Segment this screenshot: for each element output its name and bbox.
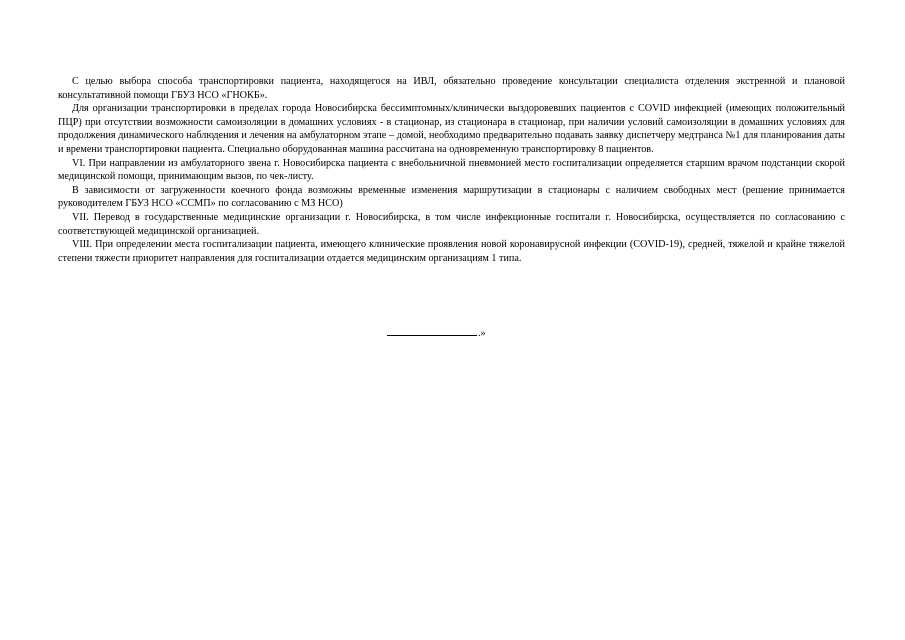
closing-quote-mark: .» [478, 328, 486, 339]
paragraph-section-vi: VI. При направлении из амбулаторного звена г. Новосибирска пациента с внебольничной пневмонией место госпитализации определяется старшим врачом подстанции скорой медицинской помощи, принимающим вызов, по чек-листу. [58, 157, 845, 183]
separator-line [387, 326, 477, 336]
closing-separator [387, 326, 486, 341]
paragraph-section-vii: VII. Перевод в государственные медицинские организации г. Новосибирска, в том числе инфекционные госпитали г. Новосибирска, осуществляется по согласованию с соответствующей медицинской организацией. [58, 211, 845, 237]
paragraph-section-viii: VIII. При определении места госпитализации пациента, имеющего клинические проявления новой коронавирусной инфекции (COVID-19), средней, тяжелой и крайне тяжелой степени тяжести приоритет направления для госпитализации отдается медицинским организациям 1 типа. [58, 239, 845, 264]
paragraph-ivl-consultation: С целью выбора способа транспортировки пациента, находящегося на ИВЛ, обязательно проведение консультации специалиста отделения экстренной и плановой консультативной помощи ГБУЗ НСО «ГНОКБ». [58, 76, 845, 101]
paragraph-bed-capacity: В зависимости от загруженности коечного фонда возможны временные изменения маршрутизации в стационары с наличием свободных мест (решение принимается руководителем ГБУЗ НСО «ССМП» по согласованию с МЗ НСО) [58, 184, 845, 210]
document-body [58, 75, 845, 265]
paragraph-transport-organization: Для организации транспортировки в пределах города Новосибирска бессимптомных/клинически выздоровевших пациентов с COVID инфекцией (имеющих положительный ПЦР) при отсутствии возможности самоизоляции в домашних условиях - в стационар, из стационара в стационар, при наличии условий самоизоляции в домашних условиях для продолжения динамического наблюдения и лечения на амбулаторном этапе – домой, необходимо предварительно подавать заявку диспетчеру медтранса №1 для планирования даты и времени транспортировки пациента. Специально оборудованная машина рассчитана на одновременную транспортировку 8 пациентов. [58, 103, 845, 155]
